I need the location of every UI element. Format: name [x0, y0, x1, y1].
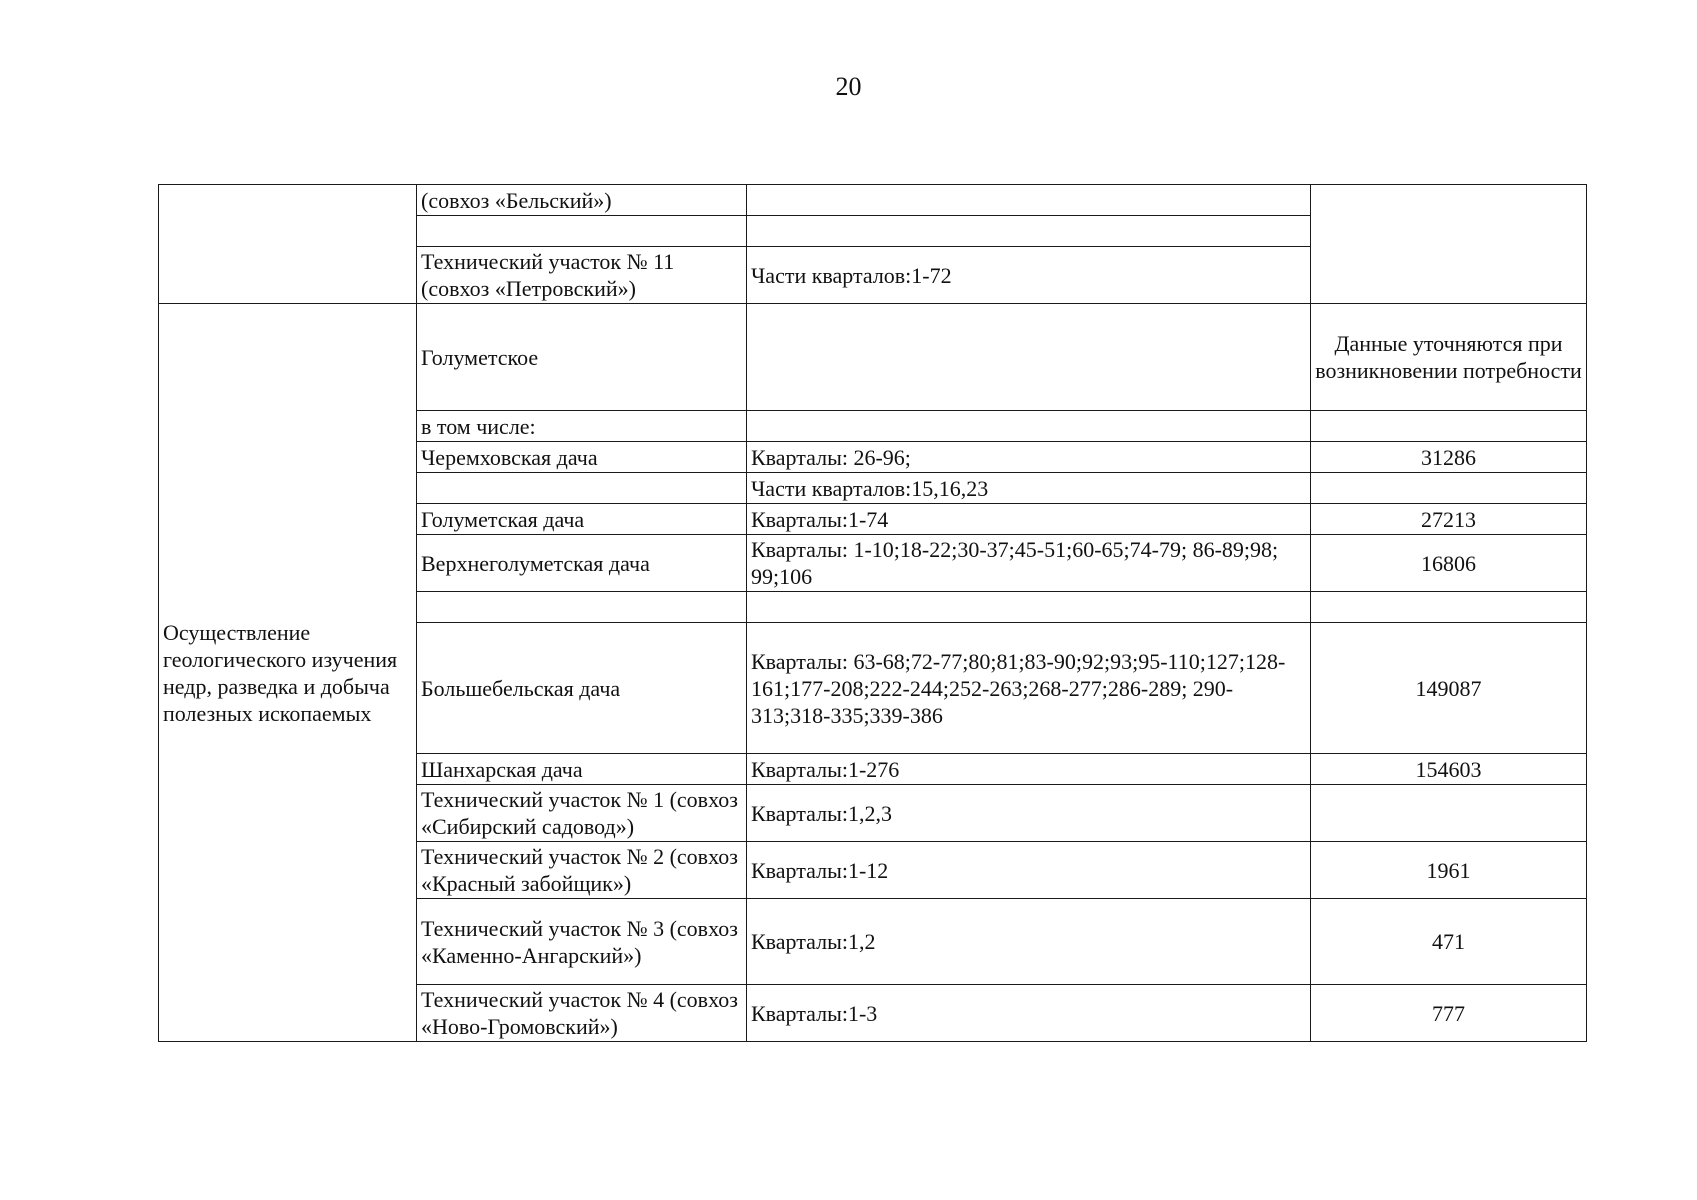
table-cell: Кварталы:1,2 [747, 899, 1311, 985]
page-number: 20 [835, 72, 862, 101]
table-cell: (совхоз «Бельский») [417, 185, 747, 216]
table-cell: 31286 [1311, 442, 1587, 473]
table-cell [1311, 411, 1587, 442]
table-cell [1311, 785, 1587, 842]
table-cell [747, 411, 1311, 442]
table-cell: Черемховская дача [417, 442, 747, 473]
table-cell [747, 304, 1311, 411]
table-cell: Кварталы: 26-96; [747, 442, 1311, 473]
table-cell [417, 216, 747, 247]
table-cell [1311, 473, 1587, 504]
purpose-cell: Осуществление геологического изучения недр, разведка и добыча полезных ископаемых [159, 304, 417, 1042]
table-cell: 154603 [1311, 754, 1587, 785]
table-cell [1311, 592, 1587, 623]
including-label: в том числе: [417, 411, 747, 442]
table-cell: Голуметская дача [417, 504, 747, 535]
table-cell: 16806 [1311, 535, 1587, 592]
table-cell: Части кварталов:15,16,23 [747, 473, 1311, 504]
table-cell [1311, 185, 1587, 304]
table-cell: Технический участок № 3 (совхоз «Каменно-Ангарский») [417, 899, 747, 985]
table-cell: Технический участок № 1 (совхоз «Сибирский садовод») [417, 785, 747, 842]
table-cell: Технический участок № 4 (совхоз «Ново-Громовский») [417, 985, 747, 1042]
table-cell: Верхнеголуметская дача [417, 535, 747, 592]
table-cell: Кварталы:1-276 [747, 754, 1311, 785]
forest-quarters-table [158, 184, 1587, 1042]
table-cell [417, 473, 747, 504]
table-cell: Кварталы: 63-68;72-77;80;81;83-90;92;93;95-110;127;128-161;177-208;222-244;252-263;268-277;286-289; 290-313;318-335;339-386 [747, 623, 1311, 754]
table-cell: 1961 [1311, 842, 1587, 899]
table-cell [747, 592, 1311, 623]
table-cell: Кварталы: 1-10;18-22;30-37;45-51;60-65;74-79; 86-89;98; 99;106 [747, 535, 1311, 592]
table-row [159, 185, 1587, 216]
table-row [159, 304, 1587, 411]
table-cell: 471 [1311, 899, 1587, 985]
table-cell [747, 216, 1311, 247]
table-cell [159, 185, 417, 304]
table-cell: Технический участок № 11 (совхоз «Петровский») [417, 247, 747, 304]
table-cell [747, 185, 1311, 216]
table-cell: Кварталы:1,2,3 [747, 785, 1311, 842]
forestry-name: Голуметское [417, 304, 747, 411]
table-cell: Шанхарская дача [417, 754, 747, 785]
table-cell: 27213 [1311, 504, 1587, 535]
table-cell: Части кварталов:1-72 [747, 247, 1311, 304]
table-cell: Кварталы:1-12 [747, 842, 1311, 899]
table-cell [417, 592, 747, 623]
table-cell: Технический участок № 2 (совхоз «Красный забойщик») [417, 842, 747, 899]
table-cell: Кварталы:1-3 [747, 985, 1311, 1042]
table-cell: 777 [1311, 985, 1587, 1042]
table-cell: Кварталы:1-74 [747, 504, 1311, 535]
table-cell: Большебельская дача [417, 623, 747, 754]
table-cell: 149087 [1311, 623, 1587, 754]
forestry-note: Данные уточняются при возникновении потребности [1311, 304, 1587, 411]
